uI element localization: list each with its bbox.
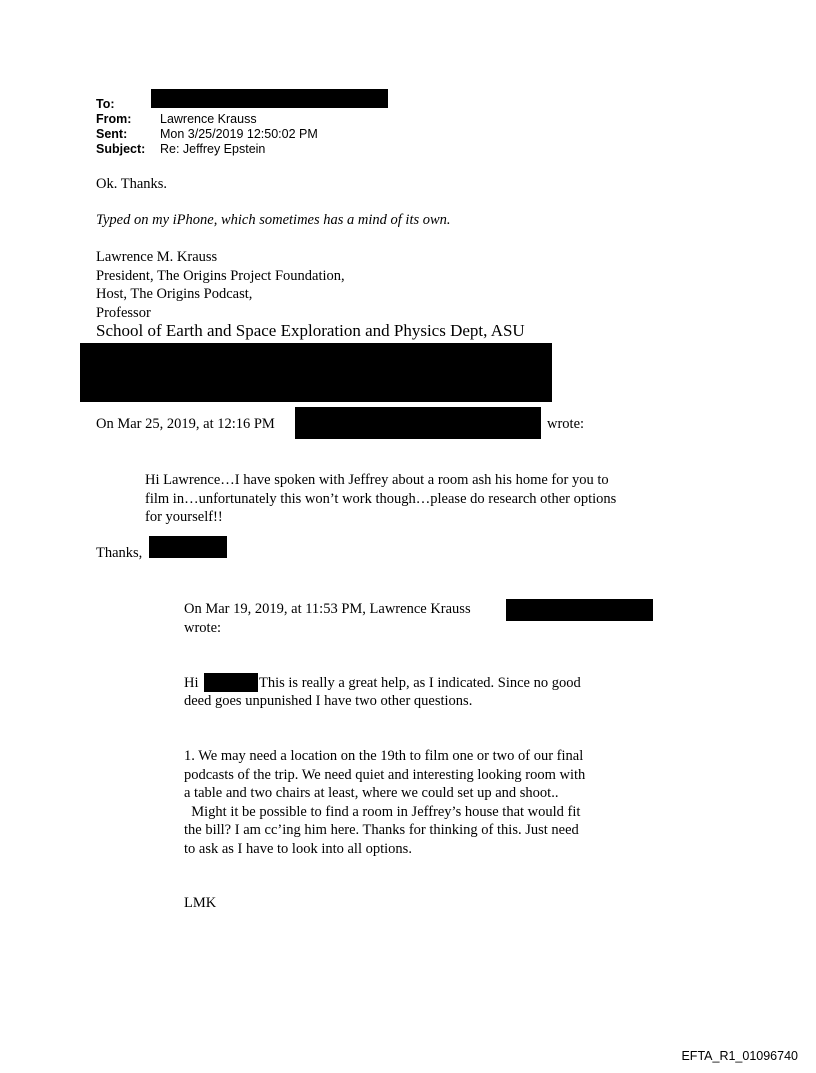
to-label: To: [96,97,115,111]
quoted1-line: film in…unfortunately this won’t work though…please do research other options [145,490,617,507]
quoted2-signoff: LMK [184,895,217,911]
header-subject-row [96,142,318,157]
header-sent-row [96,127,318,142]
quoted1-line: for yourself!! [145,509,223,525]
header-from-row [96,112,318,127]
quoted2-paragraph [184,747,585,858]
quoted2-line: a table and two chairs at least, where we could set up and shoot.. [184,785,559,801]
reply-body: Ok. Thanks. [96,176,168,192]
quoted1-line: Hi Lawrence…I have spoken with Jeffrey about a room ash his home for you to [145,472,609,488]
redaction-quoted1-signoff-name [149,536,227,558]
quoted2-header [184,600,471,637]
signature-department: School of Earth and Space Exploration and Physics Dept, ASU [96,321,525,340]
redaction-quoted2-greeting-name [204,673,258,692]
quoted2-line: Might it be possible to find a room in Jeffrey’s house that would fit [184,803,581,820]
quoted2-line: the bill? I am cc’ing him here. Thanks for thinking of this. Just need [184,822,579,838]
sent-value: Mon 3/25/2019 12:50:02 PM [160,127,318,141]
from-label: From: [96,112,132,126]
signature-line: Host, The Origins Podcast, [96,286,253,302]
subject-value: Re: Jeffrey Epstein [160,142,266,156]
quoted2-line: 1. We may need a location on the 19th to film one or two of our final [184,748,584,764]
quoted2-header-line2: wrote: [184,619,222,636]
quoted1-body [145,471,616,527]
quoted2-line: to ask as I have to look into all options. [184,840,412,857]
quoted2-greeting-line2: deed goes unpunished I have two other questions. [184,693,473,709]
signature-block [96,248,345,322]
signature-line: Professor [96,304,151,321]
quoted1-header-prefix: On Mar 25, 2019, at 12:16 PM [96,416,275,432]
redaction-quoted1-sender [295,407,541,439]
quoted1-signoff: Thanks, [96,545,143,561]
from-value: Lawrence Krauss [160,112,257,126]
quoted2-header-line1: On Mar 19, 2019, at 11:53 PM, Lawrence Krauss [184,601,471,617]
signature-line: President, The Origins Project Foundation, [96,267,345,284]
quoted2-greeting-rest: This is really a great help, as I indicated. Since no good [259,675,581,691]
quoted2-line: podcasts of the trip. We need quiet and interesting looking room with [184,766,586,783]
signature-line: Lawrence M. Krauss [96,249,218,265]
quoted1-header-suffix: wrote: [547,416,585,432]
sent-label: Sent: [96,127,128,141]
redaction-to-address [151,89,388,108]
quoted2-greeting: Hi [184,675,199,691]
document-id: EFTA_R1_01096740 [681,1049,798,1063]
subject-label: Subject: [96,142,146,156]
redaction-signature-contact [80,343,552,402]
device-note: Typed on my iPhone, which sometimes has a mind of its own. [96,212,451,228]
redaction-quoted2-email [506,599,653,621]
